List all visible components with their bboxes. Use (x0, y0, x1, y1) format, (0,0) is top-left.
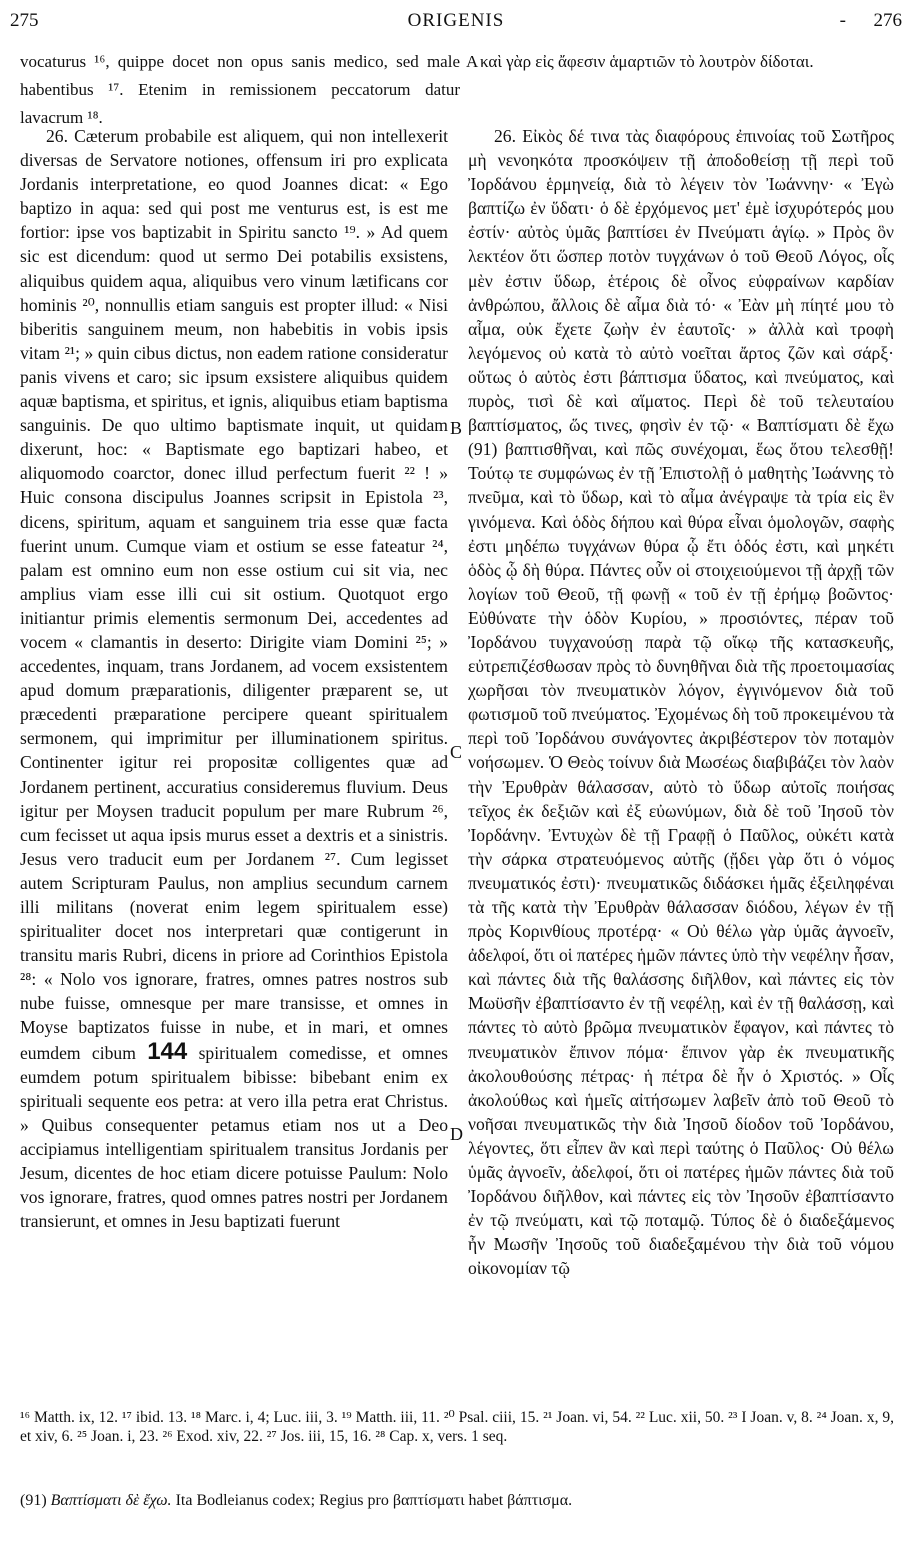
greek-continuation: καὶ γὰρ εἰς ἄφεσιν ἁμαρτιῶν τὸ λουτρὸν δίδοται. (480, 52, 814, 71)
running-title: ORIGENIS (407, 10, 505, 31)
latin-column (20, 124, 448, 1233)
greek-paragraph: 26. Εἰκὸς δέ τινα τὰς διαφόρους ἐπινοίας τοῦ Σωτῆρος μὴ νενοηκότα προσκόψειν τῇ ἀποδοθείσῃ τῇ περὶ τοῦ Ἰορδάνου ἑρμηνείᾳ, διὰ τὸ λέγειν τὸν Ἰωάννην· « Ἐγὼ βαπτίζω ἐν ὕδατι· ὁ δὲ ἐρχόμενος μετ' ἐμὲ ἰσχυρότερός μου ἐστίν· αὐτὸς ὑμᾶς βαπτίσει ἐν Πνεύματι ἁγίῳ. » Πρὸς ὃν λεκτέον ὅτι ὥσπερ ποτὸν τυγχάνων ὁ τοῦ Θεοῦ Λόγος, οἷς μὲν ἐστιν ὕδωρ, ἑτέροις δὲ οἶνος εὐφραίνων καρδίαν ἀνθρώπου, ἄλλοις δὲ αἷμα διὰ τό· « Ἐὰν μὴ πίητέ μου τὸ αἷμα, οὐκ ἔχετε ζωὴν ἐν ἑαυτοῖς· » ἀλλὰ καὶ τροφὴ λεγόμενος οὐ κατὰ τὸ αὐτὸ νοεῖται ἄρτος ζῶν καὶ σάρξ· οὕτως ὁ αὐτὸς ἐστι βάπτισμα ὕδατος, καὶ πνεύματος, καὶ πυρὸς, τισὶ δὲ καὶ αἵματος. Περὶ δὲ τοῦ τελευταίου βαπτίσματος, ὥς τινες, φησὶν ἐν τῷ· « Βαπτίσματι δὲ ἔχω (91) βαπτισθῆναι, καὶ πῶς συνέχομαι, ἕως ὅτου τελεσθῇ! Τούτῳ τε συμφώνως ἐν τῇ Ἐπιστολῇ ὁ μαθητὴς Ἰωάννης τὸ πνεῦμα, καὶ τὸ ὕδωρ, καὶ τὸ αἷμα ἀνέγραψε τὰ τρία εἰς ἓν γινόμενα. Καὶ ὁδὸς δήπου καὶ θύρα εἶναι ὁμολογῶν, σαφὴς ἐστι μηδέπω τυγχάνων θύρα ᾧ ἔτι ὁδός ἐστι, καὶ μηκέτι ὁδὸς ᾧ δὴ θύρα. Πάντες οὖν οἱ στοιχειούμενοι τῇ ἀρχῇ τῶν λογίων τοῦ Θεοῦ, τῇ φωνῇ « τοῦ ἐν τῇ ἐρήμῳ βοῶντος· Εὐθύνατε τὴν ὁδὸν Κυρίου, » προσιόντες, πέραν τοῦ Ἰορδάνου τυγχανούσῃ παρὰ τῷ οἴκῳ τῆς κατασκευῆς, εὐτρεπιζέσθωσαν πρὸς τὸ δυνηθῆναι διὰ τῆς προετοιμασίας χωρῆσαι τὸν πνευματικὸν λόγον, ἐγγινόμενον διὰ τοῦ φωτισμοῦ τοῦ πνεύματος. Ἐχομένως δὴ τοῦ προκειμένου τὰ περὶ τοῦ Ἰορδάνου συνάγοντες ἀκριβέστερον τὸν ποταμὸν νοήσωμεν. Ὁ Θεὸς τοίνυν διὰ Μωσέως διαβιβάζει τὸν λαὸν τὴν Ἐρυθρὰν θάλασσαν, αὐτὸ τὸ ὕδωρ αὐτοῖς ποιήσας τεῖχος ἐκ δεξιῶν καὶ ἐξ εὐωνύμων, διὰ δὲ τοῦ Ἰησοῦ τὸν Ἰορδάνην. Ἐντυχὼν δὲ τῇ Γραφῇ ὁ Παῦλος, οὐκέτι κατὰ τὴν σάρκα στρατευόμενος αὐτῆς (ᾔδει γὰρ ὅτι ὁ νόμος πνευματικός ἐστι)· πνευματικῶς διδάσκει ἡμᾶς ἐξειληφέναι τὰ τῆς κατὰ τὴν Ἐρυθρὰν θάλασσαν διόδου, λέγων ἐν τῇ πρὸς Κορινθίους προτέρᾳ· « Οὐ θέλω γὰρ ὑμᾶς ἀγνοεῖν, ἀδελφοί, ὅτι οἱ πατέρες ἡμῶν πάντες ὑπὸ τὴν νεφέλην ἦσαν, καὶ πάντες διὰ τῆς θαλάσσης διῆλθον, καὶ πάντες εἰς τὸν Μωϋσῆν ἐβαπτίσαντο ἐν τῇ νεφέλῃ, καὶ ἐν τῇ θαλάσσῃ, καὶ πάντες τὸ αὐτὸ βρῶμα πνευματικὸν ἔφαγον, καὶ πάντες τὸ πνευματικὸν ἔπινον πόμα· ἔπινον γὰρ ἐκ πνευματικῆς ἀκολουθούσης πέτρας· ἡ πέτρα δὲ ἦν ὁ Χριστός. » Οἷς ἀκολούθως καὶ ἡμεῖς αἰτήσωμεν λαβεῖν ἀπὸ τοῦ Θεοῦ τὸ νοῆσαι πνευματικῶς τὴν διὰ Ἰησοῦ δίοδον τοῦ Ἰορδάνου, λέγοντες, ὅτι εἶπεν ἂν καὶ περὶ ταύτης ὁ Παῦλος· Οὐ θέλω ὑμᾶς ἀγνοεῖν, ἀδελφοί, ὅτι οἱ πατέρες ἡμῶν πάντες διὰ τοῦ Ἰορδάνου διῆλθον, καὶ πάντες εἰς τὸν Ἰησοῦν ἐβαπτίσαντο ἐν τῷ πνεύματι, καὶ τῷ ποταμῷ. Τύπος δὲ ὁ διαδεξάμενος ἦν Μωσῆν Ἰησοῦς τοῦ διαδεξαμένου τὴν διὰ τοῦ νόμου οἰκονομίαν τῷ (468, 126, 894, 1279)
margin-marker-a: A (466, 52, 479, 71)
page-number-left: 275 (10, 10, 39, 31)
margin-marker-c: C (450, 742, 463, 762)
latin-paragraph (20, 124, 448, 1233)
scholion-lemma: Βαπτίσματι δὲ ἔχω. (50, 1492, 172, 1509)
scholion-note (20, 1490, 894, 1512)
margin-marker-b: B (450, 418, 463, 438)
scholion-number: (91) (20, 1492, 47, 1509)
latin-continuation: vocaturus ¹⁶, quippe docet non opus sanis medico, sed male habentibus ¹⁷. Etenim in remissionem peccatorum datur lavacrum ¹⁸. (20, 52, 460, 127)
header-dash: - (839, 10, 846, 31)
scholion-text: Ita Bodleianus codex; Regius pro βαπτίσματι habet βάπτισμα. (175, 1492, 573, 1509)
latin-text-part-2: spiritualem comedisse, et omnes eumdem potum spiritualem bibisse: bibebant enim ex spirituali sequente eos petra: at vero illa petra erat Christus. » Quibus consequenter petamus etiam nos ut a Deo accipiamus intelligentiam spiritualem transitus Jordanis per Jesum, dicentes de hoc etiam dicere potuisse Paulum: Nolo vos ignorare, fratres, quod omnes patres nostri per Jordanem transierunt, et omnes in Jesu baptizati fuerunt (20, 1042, 448, 1232)
margin-marker-d: D (450, 1124, 463, 1144)
footnotes: ¹⁶ Matth. ix, 12. ¹⁷ ibid. 13. ¹⁸ Marc. i, 4; Luc. iii, 3. ¹⁹ Matth. iii, 11. ²⁰ Psal. ciii, 15. ²¹ Joan. vi, 54. ²² Luc. xii, 50. ²³ I Joan. v, 8. ²⁴ Joan. x, 9, et xiv, 6. ²⁵ Joan. i, 23. ²⁶ Exod. xiv, 22. ²⁷ Jos. iii, 15, 16. ²⁸ Cap. x, vers. 1 seq. (20, 1409, 894, 1445)
page-marker-144: 144 (147, 1037, 188, 1065)
running-header (10, 10, 902, 34)
page-number-right: 276 (873, 10, 902, 31)
latin-text-part-1: 26. Cæterum probabile est aliquem, qui non intellexerit diversas de Servatore notiones, offensum iri pro explicata Jordanis interpretatione, eo quod Joannes dicat: « Ego baptizo in aqua: sed qui post me venturus est, is est me fortior: ipse vos baptizabit in Spiritu sancto ¹⁹. » Ad quem sic est dicendum: quod ut sermo Dei potabilis exsistens, aliquibus quidem aqua, aliquibus vero vinum lætificans cor hominis ²⁰, nonnullis etiam sanguis est propter illud: « Nisi biberitis sanguinem meum, non habebitis in vobis ipsis vitam ²¹; » quin cibus dictus, non eadem ratione consideratur panis vivens et caro; sic ipsum exsistere aliquibus quidem aquæ baptisma, et spiritus, et ignis, aliquibus etiam baptisma sanguinis. De quo ultimo baptismate inquit, ut quidam dixerunt, hoc: « Baptismate ego baptizari habeo, et aliquomodo coarctor, donec illud perfectum fuerit ²² ! » Huic consona discipulus Joannes scripsit in Epistola ²³, dicens, spiritum, aquam et sanguinem tria esse quæ facta fuerint unum. Cumque viam et ostium se esse fateatur ²⁴, palam est omnino eum non esse ostium cui sit via, nec amplius viam esse illi cui sit ostium. Quotquot ergo initiantur primis elementis sermonum Dei, accedentes ad vocem « clamantis in deserto: Dirigite viam Domini ²⁵; » accedentes, inquam, trans Jordanem, ad vocem exsistentem apud domum præparationis, diligenter præparent se, ut præcedenti præparatione percipere queant spiritualem sermonem, qui imprimitur per illuminationem spiritus. Continenter igitur rei propositæ colligentes quæ ad Jordanem pertinent, accuratius consideremus fluvium. Deus igitur per Moysen traducit populum per mare Rubrum ²⁶, cum fecisset ut aqua ipsis murus esset a dextris et a sinistris. Jesus vero traducit eum per Jordanem ²⁷. Cum legisset autem Scripturam Paulus, non amplius secundum carnem illi militans (noverat enim legem spiritualem esse) spiritualiter docet nos interpretari quæ contigerunt in transitu maris Rubri, dicens in priore ad Corinthios Epistola ²⁸: « Nolo vos ignorare, fratres, omnes patres nostros sub nube fuisse, omnesque per mare transisse, et omnes in Moyse baptizatos fuisse in nube, et in mari, et omnes eumdem cibum (20, 126, 448, 1063)
greek-column (468, 124, 894, 1281)
